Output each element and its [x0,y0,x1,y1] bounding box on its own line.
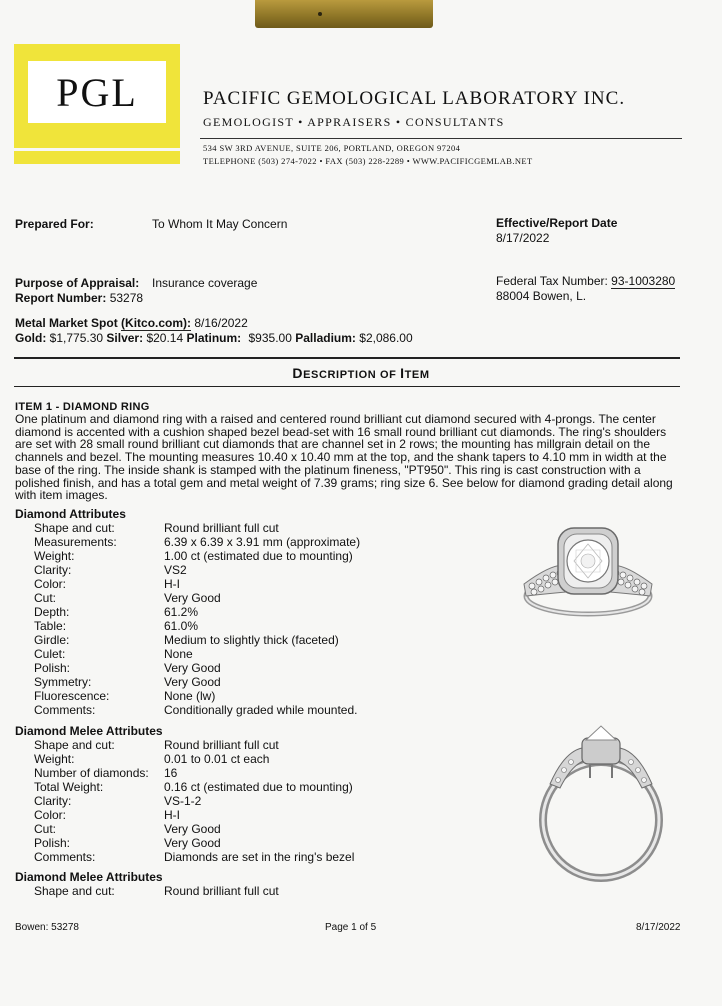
lab-phone-line: TELEPHONE (503) 274-7022 • FAX (503) 228-2289 • WWW.PACIFICGEMLAB.NET [203,156,533,166]
report-number [15,291,143,305]
melee-attributes-heading-2: Diamond Melee Attributes [15,870,163,884]
section-rule-bottom [14,386,680,387]
attr-label: Polish: [34,836,71,850]
binder-clip-dot [318,12,322,16]
attr-value: H-I [164,577,180,591]
section-rule-top [14,357,680,359]
letterhead-rule [200,138,682,139]
attr-label: Cut: [34,822,57,836]
effective-date-label: Effective/Report Date [496,216,618,230]
purpose-label: Purpose of Appraisal: [15,276,140,290]
attr-value: Very Good [164,591,221,605]
melee-attributes-heading: Diamond Melee Attributes [15,724,163,738]
metal-spot-date: 8/16/2022 [194,316,248,330]
platinum-label: Platinum: [186,331,242,345]
silver-label: Silver: [106,331,144,345]
attr-label: Weight: [34,752,75,766]
attr-label: Clarity: [34,794,72,808]
item-description: One platinum and diamond ring with a raised and centered round brilliant cut diamond secured with 4-prongs. The center diamond is accented with a cushion shaped bezel bead-set with 16 small round brilliant cut diamonds. The ring's shoulders are set with 28 small round brilliant cut diamonds that are channel set in 2 rows; the mounting has millgrain detail on the channels and bezel. The mounting measures 10.40 x 10.40 mm at the top, and the shank tapers to 4.10 mm in width at the base of the ring. The inside shank is stamped with the platinum fineness, "PT950". This ring is cast construction with a polished finish, and has a total gem and metal weight of 7.39 grams; ring size 6. See below for diamond grading detail along with item images. [15,412,673,503]
gold-label: Gold: [15,331,47,345]
attr-label: Weight: [34,549,75,563]
attr-value: Very Good [164,661,221,675]
attr-value: Very Good [164,675,221,689]
description-title [0,365,722,381]
metal-spot-line [15,316,248,330]
attr-label: Number of diamonds: [34,766,149,780]
palladium-label: Palladium: [295,331,356,345]
attr-value: 61.2% [164,605,199,619]
appraiser-id: 88004 Bowen, L. [496,289,587,303]
attr-label: Shape and cut: [34,738,115,752]
attr-value: Diamonds are set in the ring's bezel [164,850,355,864]
title-small-caps: ESCRIPTION OF [303,369,401,381]
attr-value: 0.01 to 0.01 ct each [164,752,270,766]
footer-report-ref: Bowen: 53278 [15,922,79,933]
attr-label: Comments: [34,703,96,717]
pgl-logo [14,44,180,148]
attr-label: Symmetry: [34,675,92,689]
attr-value: Medium to slightly thick (faceted) [164,633,339,647]
attr-label: Culet: [34,647,66,661]
palladium-value: $2,086.00 [359,331,413,345]
federal-tax-number [496,274,675,288]
metal-spot-source: (Kitco.com): [121,316,192,330]
metal-prices [15,331,413,345]
attr-label: Polish: [34,661,71,675]
metal-spot-label: Metal Market Spot [15,316,118,330]
attr-label: Table: [34,619,67,633]
purpose-value: Insurance coverage [152,276,258,290]
attr-label: Total Weight: [34,780,104,794]
attr-label: Color: [34,577,67,591]
platinum-value: $935.00 [248,331,292,345]
attr-label: Depth: [34,605,70,619]
attr-value: Round brilliant full cut [164,738,279,752]
attr-value: None [164,647,193,661]
report-number-value: 53278 [109,291,144,305]
attr-value: 1.00 ct (estimated due to mounting) [164,549,353,563]
effective-date-value: 8/17/2022 [496,231,550,245]
lab-subtitle: GEMOLOGIST • APPRAISERS • CONSULTANTS [203,115,505,129]
attr-value: 0.16 ct (estimated due to mounting) [164,780,353,794]
ring-top-image [514,522,662,622]
logo-inner-box [28,61,166,123]
attr-value: Very Good [164,836,221,850]
attr-label: Girdle: [34,633,70,647]
ring-side-image [534,724,668,884]
prepared-for-label: Prepared For: [15,217,94,231]
gold-value: $1,775.30 [49,331,104,345]
attr-value: Round brilliant full cut [164,521,279,535]
title-cap-d: D [292,365,304,381]
binder-clip [255,0,433,28]
attr-value: 6.39 x 6.39 x 3.91 mm (approximate) [164,535,361,549]
tax-value: 93-1003280 [611,274,676,288]
diamond-attributes-heading: Diamond Attributes [15,507,126,521]
attr-value: Very Good [164,822,221,836]
attr-value: None (lw) [164,689,216,703]
attr-label: Color: [34,808,67,822]
attr-label: Clarity: [34,563,72,577]
attr-label: Fluorescence: [34,689,110,703]
logo-text: PGL [56,69,138,115]
title-cap-i: I [400,365,405,381]
lab-address: 534 SW 3RD AVENUE, SUITE 206, PORTLAND, OREGON 97204 [203,143,461,153]
report-number-label: Report Number: [15,291,107,305]
attr-label: Measurements: [34,535,117,549]
logo-bar [14,151,180,164]
silver-value: $20.14 [146,331,184,345]
attr-value: H-I [164,808,180,822]
prepared-for-value: To Whom It May Concern [152,217,288,231]
attr-value: 16 [164,766,178,780]
attr-value: Conditionally graded while mounted. [164,703,358,717]
attr-value: VS2 [164,563,187,577]
attr-value: VS-1-2 [164,794,202,808]
lab-name: PACIFIC GEMOLOGICAL LABORATORY INC. [203,88,626,109]
attr-label: Shape and cut: [34,521,115,535]
attr-label: Shape and cut: [34,884,115,898]
footer-date: 8/17/2022 [636,922,681,933]
attr-value: Round brilliant full cut [164,884,279,898]
footer-page-number: Page 1 of 5 [325,922,377,933]
attr-value: 61.0% [164,619,199,633]
tax-label: Federal Tax Number: [496,274,608,288]
item-heading: ITEM 1 - DIAMOND RING [15,401,150,413]
attr-label: Cut: [34,591,57,605]
title-small-caps-2: TEM [404,369,430,381]
attr-label: Comments: [34,850,96,864]
